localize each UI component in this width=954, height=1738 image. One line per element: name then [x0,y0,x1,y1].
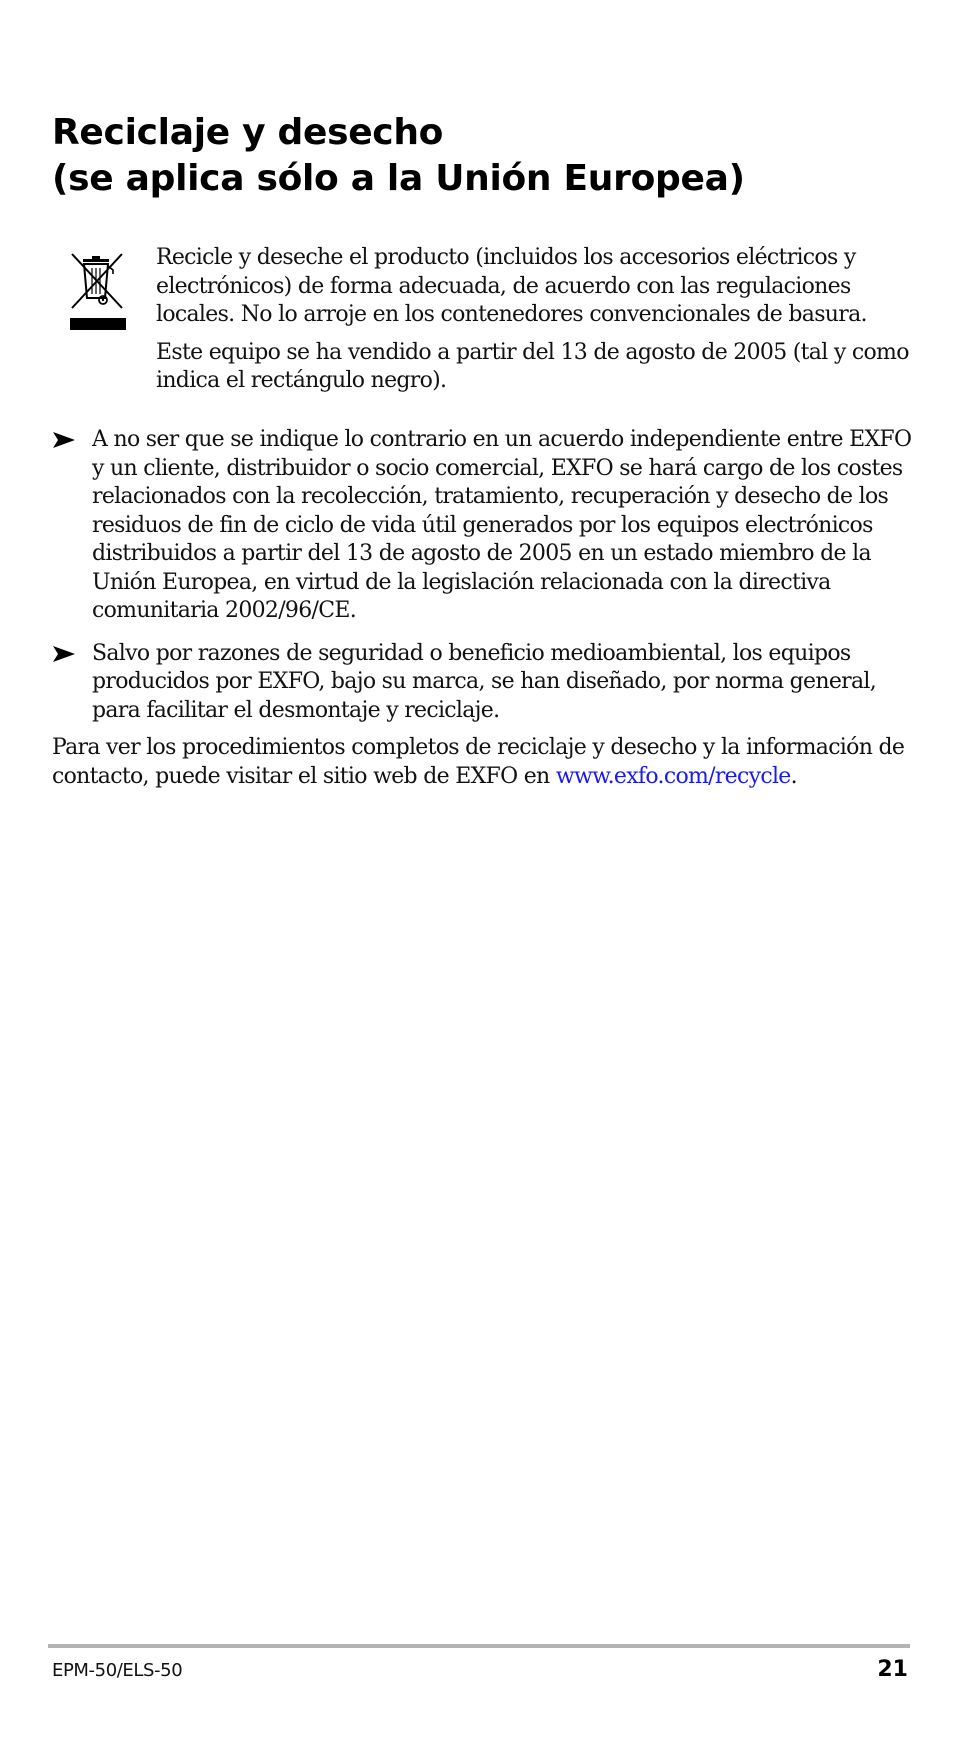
list-item [52,640,912,726]
bullet-text: Salvo por razones de seguridad o beneficio medioambiental, los equipos producidos por EXFO, bajo su marca, se han diseñado, por norma general, para facilitar el desmontaje y reciclaje. [92,640,877,723]
closing-text [52,734,912,791]
bullet-list [52,426,912,739]
page-number: 21 [877,1657,908,1682]
arrowhead-bullet-icon [52,431,76,449]
title-line-2: (se aplica sólo a la Unión Europea) [52,158,745,199]
weee-text [156,244,916,396]
footer-divider [48,1644,910,1648]
closing-paragraph [52,734,912,791]
footer-product-name: EPM-50/ELS-50 [52,1660,183,1681]
recycle-link[interactable]: www.exfo.com/recycle [555,763,791,789]
weee-paragraph-1: Recicle y deseche el producto (incluidos los accesorios eléctricos y electrónicos) de forma adecuada, de acuerdo con las regulaciones locales. No lo arroje en los contenedores convencionales de basura. [156,245,867,327]
closing-text-before-link: Para ver los procedimientos completos de reciclaje y desecho y la información de contacto, puede visitar el sitio web de EXFO en [52,735,905,789]
closing-text-after-link: . [790,763,797,789]
weee-paragraph-2: Este equipo se ha vendido a partir del 13 de agosto de 2005 (tal y como indica el rectángulo negro). [156,339,909,393]
page-title [52,110,912,202]
list-item [52,426,912,626]
crossed-out-wheelie-bin-icon [66,250,126,334]
arrowhead-bullet-icon [52,645,76,663]
bullet-text: A no ser que se indique lo contrario en un acuerdo independiente entre EXFO y un cliente, distribuidor o socio comercial, EXFO se hará cargo de los costes relacionados con la recolección, tratamiento, recuperación y desecho de los residuos de fin de ciclo de vida útil generados por los equipos electrónicos distribuidos a partir del 13 de agosto de 2005 en un estado miembro de la Unión Europea, en virtud de la legislación relacionada con la directiva comunitaria 2002/96/CE. [92,427,912,623]
title-line-1: Reciclaje y desecho [52,112,444,153]
